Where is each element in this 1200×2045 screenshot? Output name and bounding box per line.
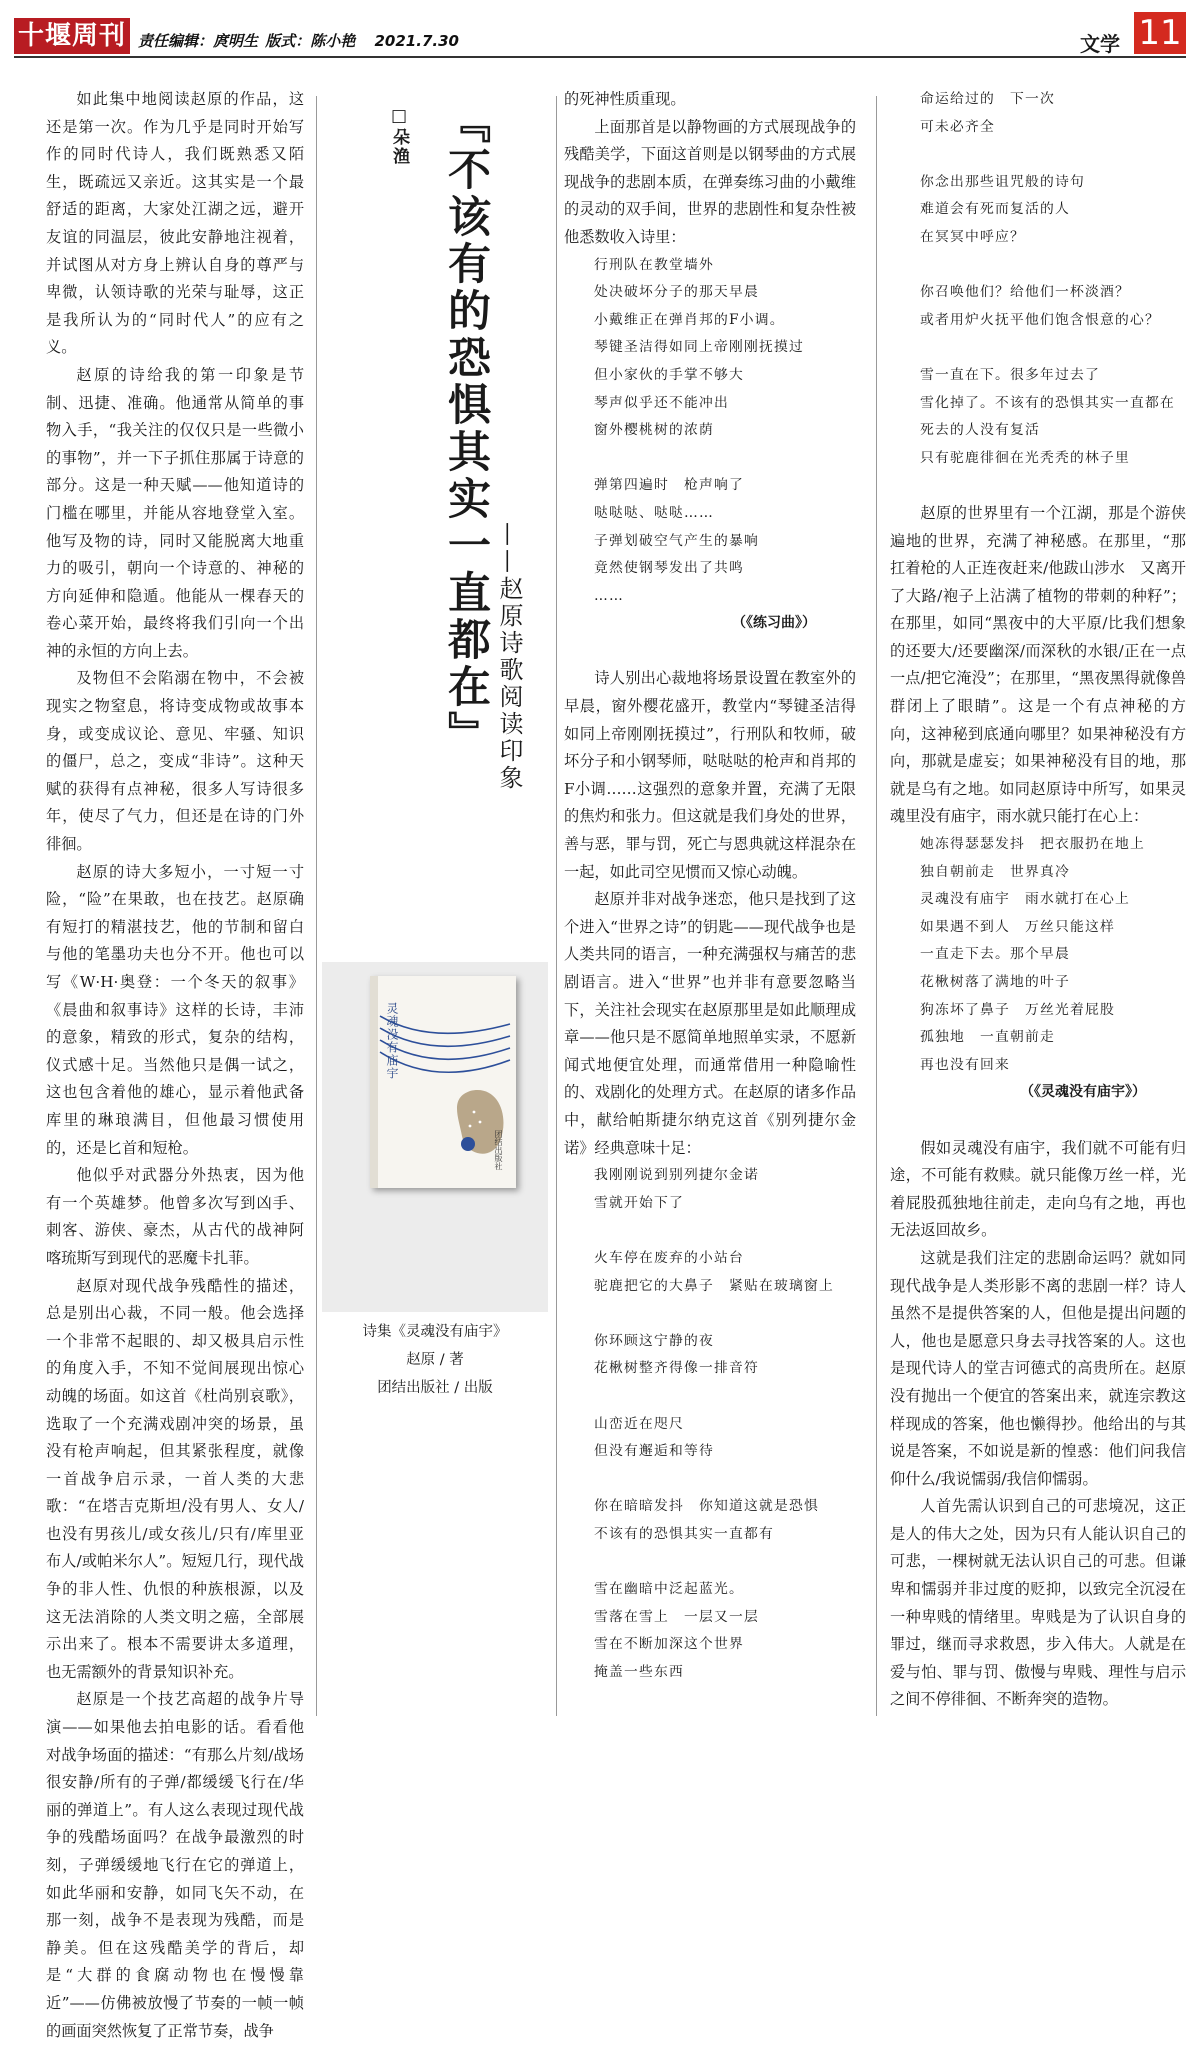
poem-line: 雪化掉了。不该有的恐惧其实一直都在 bbox=[920, 394, 1175, 411]
poem-line: 处决破坏分子的那天早晨 bbox=[594, 284, 759, 301]
poem-line: 独自朝前走 世界真冷 bbox=[920, 863, 1070, 880]
poem-line: 雪在幽暗中泛起蓝光。 bbox=[594, 1581, 744, 1598]
poem-peredelkino-continued bbox=[890, 86, 1186, 472]
poem-line: …… bbox=[594, 587, 624, 604]
stanza-break bbox=[564, 1548, 856, 1576]
paragraph: 如此集中地阅读赵原的作品，这还是第一次。作为几乎是同时开始写作的同时代诗人，我们既熟悉又陌生，既疏远又亲近。这其实是一个最舒适的距离，大家处江湖之远，避开友谊的同温层，彼此安静地注视着，并试图从对方身上辨认自身的尊严与卑微，认领诗歌的光荣与耻辱，这正是我所认为的“同时代人”的应有之义。 bbox=[46, 90, 304, 357]
poem-line: 掩盖一些东西 bbox=[594, 1663, 684, 1680]
poem-line: 你召唤他们？给他们一杯淡酒？ bbox=[920, 284, 1130, 301]
paragraph: 这就是我们注定的悲剧命运吗？就如同现代战争是人类形影不离的悲剧一样？诗人虽然不是提供答案的人，但他是提出问题的人，他也是愿意只身去寻找答案的人。这也是现代诗人的堂吉诃德式的高贵所在。赵原没有抛出一个便宜的答案出来，就连宗教这样现成的答案，他也懒得抄。他给出的与其说是答案，不如说是新的惶惑：他们问我信仰什么/我说懦弱/我信仰懦弱。 bbox=[890, 1248, 1186, 1488]
poem-line: 一直走下去。那个早晨 bbox=[920, 946, 1070, 963]
poem-line: 你在暗暗发抖 你知道这就是恐惧 bbox=[594, 1498, 819, 1515]
page-number: 11 bbox=[1134, 12, 1186, 54]
paragraph: 及物但不会陷溺在物中，不会被现实之物窒息，将诗变成物或故事本身，或变成议论、意见、牢骚、知识的僵尸，总之，变成“非诗”。这种天赋的获得有点神秘，很多人写诗很多年，使尽了气力，但还是在诗的门外徘徊。 bbox=[46, 669, 304, 854]
book-cover-title: 灵魂没有庙宇 bbox=[385, 1002, 399, 1080]
article-author: □朵渔 bbox=[389, 106, 409, 166]
section-name: 文学 bbox=[1080, 32, 1120, 56]
poem-source: （《练习曲》） bbox=[732, 615, 816, 632]
layout-credit: 版式：陈小艳 bbox=[265, 32, 356, 50]
masthead-info bbox=[138, 30, 461, 51]
stanza-break bbox=[564, 1383, 856, 1411]
column-divider bbox=[876, 96, 877, 1716]
newspaper-logo: 十堰周刊 bbox=[14, 18, 130, 54]
book-cover-publisher: 团结出版社 bbox=[494, 1130, 503, 1170]
paragraph: 赵原的诗给我的第一印象是节制、迅捷、准确。他通常从简单的事物入手，“我关注的仅仅只是一些微小的事物”，并一下子抓住那属于诗意的部分。这是一种天赋——他知道诗的门槛在哪里，并能从容地登堂入室。他写及物的诗，同时又能脱离大地重力的吸引，朝向一个诗意的、神秘的方向延伸和隐遁。他能从一棵春天的卷心菜开始，最终将我们引向一个出神的永恒的方向上去。 bbox=[46, 365, 304, 660]
poem-line: 雪在不断加深这个世界 bbox=[594, 1636, 744, 1653]
poem-line: 死去的人没有复活 bbox=[920, 422, 1040, 439]
poem-line: 花楸树整齐得像一排音符 bbox=[594, 1360, 759, 1377]
paragraph: 赵原对现代战争残酷性的描述，总是别出心裁，不同一般。他会选择一个非常不起眼的、却又极具启示性的角度入手，不知不觉间展现出惊心动魄的场面。如这首《杜尚别哀歌》，选取了一个充满戏剧冲突的场景，虽没有枪声响起，但其紧张程度，就像一首战争启示录，一首人类的大悲歌：“在塔吉克斯坦/没有男人、女人/也没有男孩儿/或女孩儿/只有/库里亚布人/或帕米尔人”。短短几行，现代战争的非人性、仇恨的种族根源，以及这无法消除的人类文明之癌，全部展示出来了。根本不需要讲太多道理，也无需额外的背景知识补充。 bbox=[46, 1276, 304, 1681]
poem-line: 雪一直在下。很多年过去了 bbox=[920, 366, 1100, 383]
caption-line: 赵原 / 著 bbox=[406, 1352, 464, 1368]
book-caption bbox=[322, 1318, 548, 1402]
article-title-block bbox=[322, 100, 552, 960]
paragraph: 上面那首是以静物画的方式展现战争的残酷美学，下面这首则是以钢琴曲的方式展现战争的悲剧本质，在弹奏练习曲的小戴维的灵动的双手间，世界的悲剧性和复杂性被他悉数收入诗里： bbox=[564, 117, 856, 246]
poem-line: 不该有的恐惧其实一直都有 bbox=[594, 1525, 774, 1542]
stanza-break bbox=[890, 334, 1186, 362]
editor-credit: 责任编辑：庹明生 bbox=[138, 32, 259, 50]
paragraph: 赵原是一个技艺高超的战争片导演——如果他去拍电影的话。看看他对战争场面的描述：“有那么片刻/战场很安静/所有的子弹/都缓缓飞行在/华丽的弹道上”。有人这么表现过现代战争的残酷场面吗？在战争最激烈的时刻，子弹缓缓地飞行在它的弹道上，如此华丽和安静，如同飞矢不动，在那一刻，战争不是表现为残酷，而是静美。但在这残酷美学的背后，却是“大群的食腐动物也在慢慢靠近”——仿佛被放慢了节奏的一帧一帧的画面突然恢复了正常节奏，战争 bbox=[46, 1690, 304, 2040]
paragraph: 赵原的诗大多短小，一寸短一寸险，“险”在果敢，也在技艺。赵原确有短打的精湛技艺，他的节制和留白与他的笔墨功夫也分不开。他也可以写《W·H·奥登：一个冬天的叙事》《晨曲和叙事诗》这样的长诗，丰沛的意象，精致的形式，复杂的结构，仪式感十足。当然他只是偶一试之，这也包含着他的雄心，显示着他武备库里的琳琅满目，但他最习惯使用的，还是匕首和短枪。 bbox=[46, 862, 304, 1157]
column-divider bbox=[316, 96, 317, 1716]
poem-line: 灵魂没有庙宇 雨水就打在心上 bbox=[920, 891, 1130, 908]
poem-line: 雪就开始下了 bbox=[594, 1194, 684, 1211]
issue-date: 2021.7.30 bbox=[374, 32, 459, 50]
poem-line: 小戴维正在弹肖邦的F小调。 bbox=[594, 311, 785, 328]
poem-peredelkino bbox=[564, 1162, 856, 1686]
poem-line: 只有驼鹿徘徊在光秃秃的林子里 bbox=[920, 449, 1130, 466]
poem-line: 哒哒哒、哒哒…… bbox=[594, 504, 714, 521]
poem-line: 但小家伙的手掌不够大 bbox=[594, 366, 744, 383]
poem-line: 弹第四遍时 枪声响了 bbox=[594, 477, 744, 494]
book-cover bbox=[370, 976, 516, 1188]
poem-line: 在冥冥中呼应？ bbox=[920, 228, 1025, 245]
poem-line: 但没有邂逅和等待 bbox=[594, 1443, 714, 1460]
poem-line: 窗外樱桃树的浓荫 bbox=[594, 422, 714, 439]
poem-line: 花楸树落了满地的叶子 bbox=[920, 974, 1070, 990]
column-3 bbox=[564, 86, 856, 1686]
poem-line: 驼鹿把它的大鼻子 紧贴在玻璃窗上 bbox=[594, 1277, 834, 1294]
stanza-break bbox=[564, 1217, 856, 1245]
poem-line: 子弹划破空气产生的暴响 bbox=[594, 532, 759, 549]
poem-line: 火车停在废弃的小站台 bbox=[594, 1249, 744, 1266]
column-divider bbox=[556, 96, 557, 1716]
poem-line: 狗冻坏了鼻子 万丝光着屁股 bbox=[920, 1001, 1115, 1018]
poem-source: （《灵魂没有庙宇》） bbox=[1020, 1084, 1146, 1101]
stanza-break bbox=[890, 252, 1186, 280]
poem-line: 你环顾这宁静的夜 bbox=[594, 1332, 714, 1349]
poem-line: 她冻得瑟瑟发抖 把衣服扔在地上 bbox=[920, 836, 1145, 853]
book-photo bbox=[322, 962, 548, 1312]
caption-line: 团结出版社 / 出版 bbox=[377, 1380, 493, 1396]
poem-line: 孤独地 一直朝前走 bbox=[920, 1029, 1055, 1046]
poem-line: 行刑队在教堂墙外 bbox=[594, 256, 714, 273]
poem-line: 再也没有回来 bbox=[920, 1056, 1010, 1073]
poem-line: 命运给过的 下一次 bbox=[920, 91, 1055, 107]
article-title: 『不该有的恐惧其实一直都在』 bbox=[441, 100, 491, 758]
stanza-break bbox=[564, 1300, 856, 1328]
poem-practice bbox=[564, 252, 856, 611]
poem-line: 雪落在雪上 一层又一层 bbox=[594, 1608, 759, 1625]
poem-line: 琴声似乎还不能冲出 bbox=[594, 394, 729, 411]
poem-line: 你念出那些诅咒般的诗句 bbox=[920, 173, 1085, 190]
poem-line: 竟然使钢琴发出了共鸣 bbox=[594, 560, 744, 577]
paragraph: 赵原并非对战争迷恋，他只是找到了这个进入“世界之诗”的钥匙——现代战争也是人类共同的语言，一种充满强权与痛苦的悲剧语言。进入“世界”也并非有意要忽略当下，关注社会现实在赵原那里是如此顺理成章——他只是不愿简单地照单实录，不愿新闻式地便宜处理，而通常借用一种隐喻性的、戏剧化的处理方式。在赵原的诸多作品中，献给帕斯捷尔纳克这首《别列捷尔金诺》经典意味十足： bbox=[564, 890, 856, 1157]
stanza-break bbox=[564, 1466, 856, 1494]
poem-line: 或者用炉火抚平他们饱含恨意的心？ bbox=[920, 311, 1160, 328]
column-4 bbox=[890, 86, 1186, 1714]
paragraph: 他似乎对武器分外热衷，因为他有一个英雄梦。他曾多次写到凶手、刺客、游侠、豪杰，从古代的战神阿喀琉斯写到现代的恶魔卡扎菲。 bbox=[46, 1166, 304, 1267]
column-1 bbox=[46, 86, 304, 2045]
paragraph: 诗人别出心裁地将场景设置在教室外的早晨，窗外樱花盛开，教堂内“琴键圣洁得如同上帝刚刚抚摸过”，行刑队和牧师，破坏分子和小钢琴师，哒哒哒的枪声和肖邦的F小调……这强烈的意象并置，充满了无限的焦灼和张力。但这就是我们身处的世界，善与恶，罪与罚，死亡与恩典就这样混杂在一起，如此司空见惯而又惊心动魄。 bbox=[564, 669, 856, 881]
caption-line: 诗集《灵魂没有庙宇》 bbox=[362, 1324, 508, 1340]
paragraph: 人首先需认识到自己的可悲境况，这正是人的伟大之处，因为只有人能认识自己的可悲，一棵树就无法认识自己的可悲。但谦卑和懦弱并非过度的贬抑，以致完全沉浸在一种卑贱的情绪里。卑贱是为了认识自身的罪过，继而寻求救恩，步入伟大。人就是在爱与怕、罪与罚、傲慢与卑贱、理性与启示之间不停徘徊、不断奔突的造物。 bbox=[890, 1497, 1186, 1709]
paragraph: 赵原的世界里有一个江湖，那是个游侠遍地的世界，充满了神秘感。在那里，“那扛着枪的人正连夜赶来/他跋山涉水 又离开了大路/袍子上沾满了植物的带刺的种籽”；在那里，如同“黑夜中的大平原/比我们想象的还要大/还要幽深/而深秋的水银/正在一点一点/把它淹没”；在那里，“黑夜黑得就像兽群闭上了眼睛”。这是一个有点神秘的方向，这神秘到底通向哪里？如果神秘没有方向，那就是虚妄；如果神秘没有目的地，那就是乌有之地。如同赵原诗中所写，如果灵魂里没有庙宇，雨水就只能打在心上： bbox=[890, 503, 1186, 826]
header-rule bbox=[14, 56, 1186, 58]
poem-line: 难道会有死而复活的人 bbox=[920, 201, 1070, 218]
poem-line: 可未必齐全 bbox=[920, 118, 995, 135]
poem-soul-no-temple bbox=[890, 831, 1186, 1079]
stanza-break bbox=[890, 141, 1186, 169]
paragraph: 的死神性质重现。 bbox=[564, 90, 686, 108]
poem-line: 琴键圣洁得如同上帝刚刚抚摸过 bbox=[594, 339, 804, 356]
paragraph: 假如灵魂没有庙宇，我们就不可能有归途，不可能有救赎。就只能像万丝一样，光着屁股孤独地往前走，走向乌有之地，再也无法返回故乡。 bbox=[890, 1138, 1186, 1240]
poem-line: 我刚刚说到别列捷尔金诺 bbox=[594, 1167, 759, 1184]
article-subtitle: ——赵原诗歌阅读印象 bbox=[495, 522, 523, 792]
page-header bbox=[14, 12, 1186, 54]
poem-line: 如果遇不到人 万丝只能这样 bbox=[920, 918, 1115, 935]
stanza-break bbox=[564, 445, 856, 473]
poem-line: 山峦近在咫尺 bbox=[594, 1415, 684, 1432]
